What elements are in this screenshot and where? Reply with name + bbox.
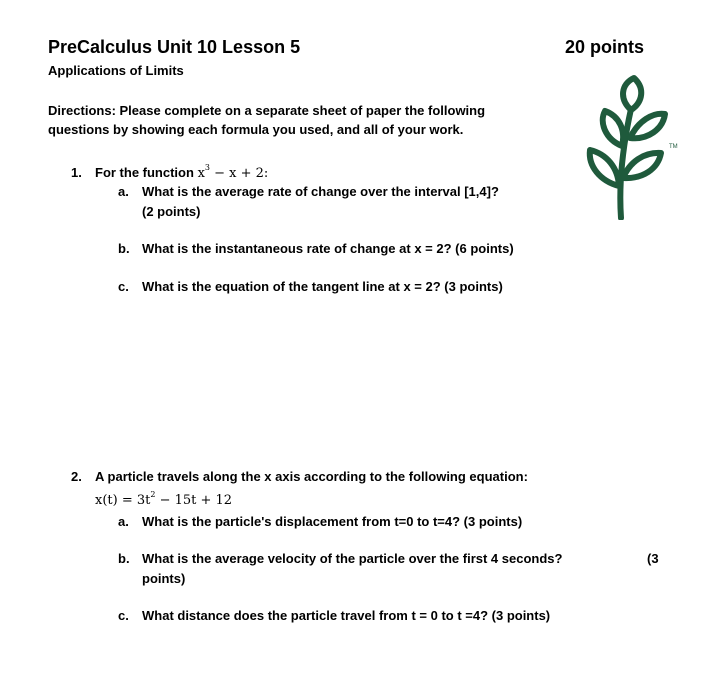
q1-function: $x^3 - x + 2$: [197, 163, 269, 181]
leaf-lower-right [623, 153, 661, 178]
q2-number: 2. [71, 469, 82, 484]
directions-line-2: questions by showing each formula you used, and all of your work. [48, 122, 464, 137]
q2c-text: What distance does the particle travel from t = 0 to t =4? (3 points) [142, 608, 551, 623]
q1a-text-line-1: What is the average rate of change over the interval [1,4]? [142, 184, 499, 199]
q2b-text-line-1: What is the average velocity of the particle over the first 4 seconds? [142, 551, 563, 566]
q2a-label: a. [118, 514, 129, 529]
q2c-label: c. [118, 608, 129, 623]
leaf-branch-icon [583, 74, 688, 220]
q1b-label: b. [118, 241, 130, 256]
q1b-text: What is the instantaneous rate of change at x = 2? (6 points) [142, 241, 514, 256]
directions-line-1: Directions: Please complete on a separate sheet of paper the following [48, 103, 486, 118]
leaf-upper-right [630, 114, 665, 139]
page-subtitle: Applications of Limits [48, 63, 184, 78]
q2-prompt: A particle travels along the x axis according to the following equation: [95, 469, 528, 484]
q1a-text-line-2: (2 points) [142, 204, 201, 219]
q2b-label: b. [118, 551, 130, 566]
q1c-label: c. [118, 279, 129, 294]
q2b-points-start: (3 [647, 551, 659, 566]
leaf-lower-left [590, 150, 619, 186]
total-points: 20 points [565, 37, 645, 57]
trademark-mark: TM [669, 144, 678, 150]
leaf-top [623, 78, 641, 110]
q1-prompt: For the function $x^3 - x + 2$: [95, 163, 269, 181]
page-title: PreCalculus Unit 10 Lesson 5 [48, 37, 301, 57]
q1a-label: a. [118, 184, 129, 199]
q2a-text: What is the particle's displacement from t=0 to t=4? (3 points) [142, 514, 523, 529]
q2-equation: $x(t) = 3t^2 - 15t + 12$ [95, 490, 233, 508]
q1-number: 1. [71, 165, 82, 180]
q1c-text: What is the equation of the tangent line at x = 2? (3 points) [142, 279, 503, 294]
q2b-points-end: points) [142, 571, 186, 586]
leaf-upper-left [603, 111, 623, 146]
